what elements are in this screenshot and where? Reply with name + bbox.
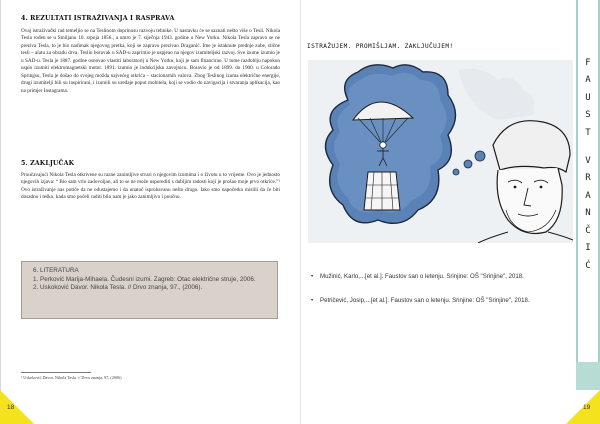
side-letter: U: [585, 93, 591, 103]
reference-item: [311, 272, 570, 281]
side-letter: A: [585, 75, 591, 85]
drawing-caption: ISTRAŽUJEM. PROMIŠLJAM. ZAKLJUČUJEM!: [307, 43, 454, 50]
side-letter: N: [585, 208, 591, 218]
results-paragraph: Ovaj istraživački rad temeljio se na Teslinom doprinosu razvoju tehnike. U nastavku će se saznati nešto više o Tesli. Nikola Tesla rođen se u Smiljanu 10. srpnja 1856., a umro je 7. siječnja 1943. godine u New Yorku. Nikola Tesla zapravo se ne preziva Tesla, to je bio nadimak njegovog pretka, koji se zapravo prezivao Draganić. Ime je istaknute prednje zube, slične tesli – alatu za obradu drva. Teslin boravak u SAD-u zaprimio je uspjeao na njegov izumiteljski razvoj. Sve izume izumio je u SAD-u. Tesla je 1887. godine osnovao vlastiti laboratorij u New Yorku, koji je sam financirao. U tome razdoblju napokon uspio izumiti elektromagnetski motor. 1891. izumio je indukcijsku zavojnicu. Boravio je od 1899. do 1900. u Colorado Springsu, Tesla je došao do svojeg možda najvećeg otkrića – stacionarnih valova. Zbog Teslinog izuma električne energije, drugi izumitelji bili su inspirirani, i izumili su uređaje poput mobitela, koji se vodio do navigacija i stvaranja aplikacija, kao na primjer Instagrama.: [21, 28, 280, 94]
side-letter: S: [585, 110, 591, 120]
bullet-dot-icon: •: [311, 297, 314, 304]
footnote-divider: [21, 372, 91, 373]
side-letter: T: [585, 128, 591, 138]
footnote: ¹ Uskoković Davor. Nikola Tesla. // Drvo znanja, 97, (2006): [21, 375, 122, 380]
literature-box: [21, 261, 278, 319]
bullet-dot-icon: •: [311, 273, 314, 280]
side-letter: Ć: [585, 261, 591, 271]
side-letter: F: [585, 58, 591, 68]
side-letter: A: [585, 191, 591, 201]
side-letter: R: [585, 173, 591, 183]
side-strip-footer: [576, 362, 600, 390]
literature-title: 6. LITERATURA: [33, 267, 79, 274]
page-number-right: 19: [583, 404, 591, 411]
side-letter: V: [585, 156, 591, 166]
literature-item: 2. Uskoković Davor. Nikola Tesla. // Drvo znanja, 97., (2006).: [33, 284, 203, 292]
conclusion-paragraph: Proučavajući Nikola Tesla otkrivene su razne zanimljive stvari o njegovim izumima i o životu u to vrijeme. Ovo je jednosto njegovih izjava: “ Bio sam vrlo zadovoljan, ali to se ne može usporediti s dubljim radosti koji je prošao moje prvo otkriće.”¹ Ovo istraživanje nas potiče da ne odustajemo i da unatoč isprobavanu nešto drugo. Iako smo napočetku mislili da će biti dosadno i teško, kada smo počeli raditi bilo nam je jako zanimljivo i poučno.: [21, 172, 280, 201]
page-number-left: 18: [7, 404, 15, 411]
side-letter: I: [585, 243, 591, 253]
conclusion-heading: 5. ZAKLJUČAK: [21, 160, 75, 167]
side-letter: Č: [585, 226, 591, 236]
reference-item: [311, 296, 570, 305]
literature-item: 1. Perković Marija-Mihaela. Čudesni izumi. Zagreb: Otac električne struje, 2006.: [33, 275, 256, 283]
reference-text: Mužinić, Karlo,...[et al.]. Faustov san o letenju. Srinjine: OŠ "Srinjine", 2018.: [320, 273, 524, 280]
faust-drawing-illustration: [308, 60, 573, 243]
reference-text: Petričević, Josip,...[et al.]. Faustov san o letenju. Srinjine: OŠ "Srinjine", 2018.: [320, 297, 530, 304]
results-heading: 4. REZULTATI ISTRAŽIVANJA I RASPRAVA: [21, 15, 175, 22]
